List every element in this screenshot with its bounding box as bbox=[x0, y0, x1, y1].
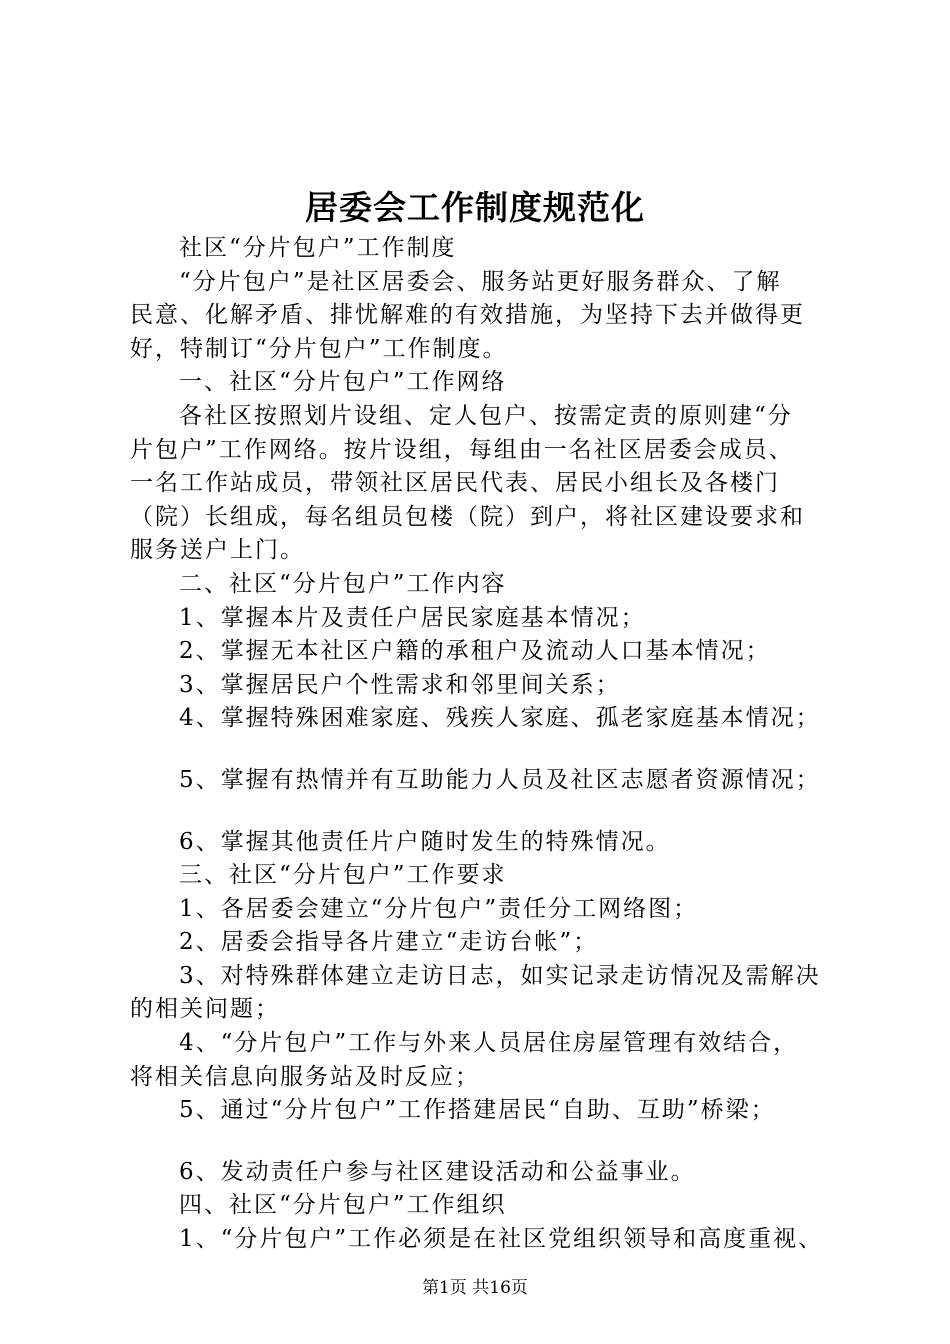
list-item: 6、掌握其他责任片户随时发生的特殊情况。 bbox=[179, 828, 671, 855]
list-item: 1、各居委会建立“分片包户”责任分工网络图； bbox=[179, 895, 699, 922]
list-item: 1、“分片包户”工作必须是在社区党组织领导和高度重视、 bbox=[179, 1226, 824, 1253]
paragraph-line: 一名工作站成员，带领社区居民代表、居民小组长及各楼门 bbox=[130, 470, 780, 497]
list-item: 6、发动责任户参与社区建设活动和公益事业。 bbox=[179, 1158, 696, 1185]
page-number: 第1页 共16页 bbox=[422, 1278, 528, 1298]
paragraph-line: （院）长组成，每名组员包楼（院）到户，将社区建设要求和 bbox=[130, 503, 805, 530]
list-item: 4、掌握特殊困难家庭、残疾人家庭、孤老家庭基本情况； bbox=[179, 705, 821, 732]
paragraph-line: 各社区按照划片设组、定人包户、按需定责的原则建“分 bbox=[179, 402, 793, 429]
section-heading: 二、社区“分片包户”工作内容 bbox=[179, 570, 507, 597]
list-item: 3、掌握居民户个性需求和邻里间关系； bbox=[179, 671, 621, 698]
list-item-continuation: 的相关问题； bbox=[130, 996, 280, 1023]
paragraph-line: 服务送户上门。 bbox=[130, 537, 305, 564]
paragraph-line: 民意、化解矛盾、排忧解难的有效措施，为坚持下去并做得更 bbox=[130, 302, 805, 329]
list-item: 1、掌握本片及责任户居民家庭基本情况； bbox=[179, 604, 646, 631]
list-item-continuation: 将相关信息向服务站及时反应； bbox=[130, 1063, 480, 1090]
section-heading: 三、社区“分片包户”工作要求 bbox=[179, 862, 507, 889]
section-heading: 四、社区“分片包户”工作组织 bbox=[179, 1192, 507, 1219]
document-body bbox=[130, 232, 835, 1257]
blank-gap bbox=[130, 798, 835, 826]
list-item: 2、居委会指导各片建立“走访台帐”； bbox=[179, 929, 599, 956]
list-item: 3、对特殊群体建立走访日志，如实记录走访情况及需解决 bbox=[179, 962, 821, 989]
paragraph-line: 好，特制订“分片包户”工作制度。 bbox=[130, 335, 508, 362]
blank-gap bbox=[130, 1128, 835, 1156]
blank-gap bbox=[130, 736, 835, 764]
list-item: 5、掌握有热情并有互助能力人员及社区志愿者资源情况； bbox=[179, 766, 821, 793]
paragraph-line: 片包户”工作网络。按片设组，每组由一名社区居委会成员、 bbox=[130, 436, 794, 463]
list-item: 5、通过“分片包户”工作搭建居民“自助、互助”桥梁； bbox=[179, 1097, 776, 1124]
paragraph-line: 社区“分片包户”工作制度 bbox=[179, 235, 457, 261]
document-title: 居委会工作制度规范化 bbox=[305, 188, 645, 227]
list-item: 4、“分片包户”工作与外来人员居住房屋管理有效结合， bbox=[179, 1030, 799, 1057]
list-item: 2、掌握无本社区户籍的承租户及流动人口基本情况； bbox=[179, 638, 771, 665]
section-heading: 一、社区“分片包户”工作网络 bbox=[179, 369, 507, 396]
paragraph-line: “分片包户”是社区居委会、服务站更好服务群众、了解 bbox=[179, 268, 782, 295]
